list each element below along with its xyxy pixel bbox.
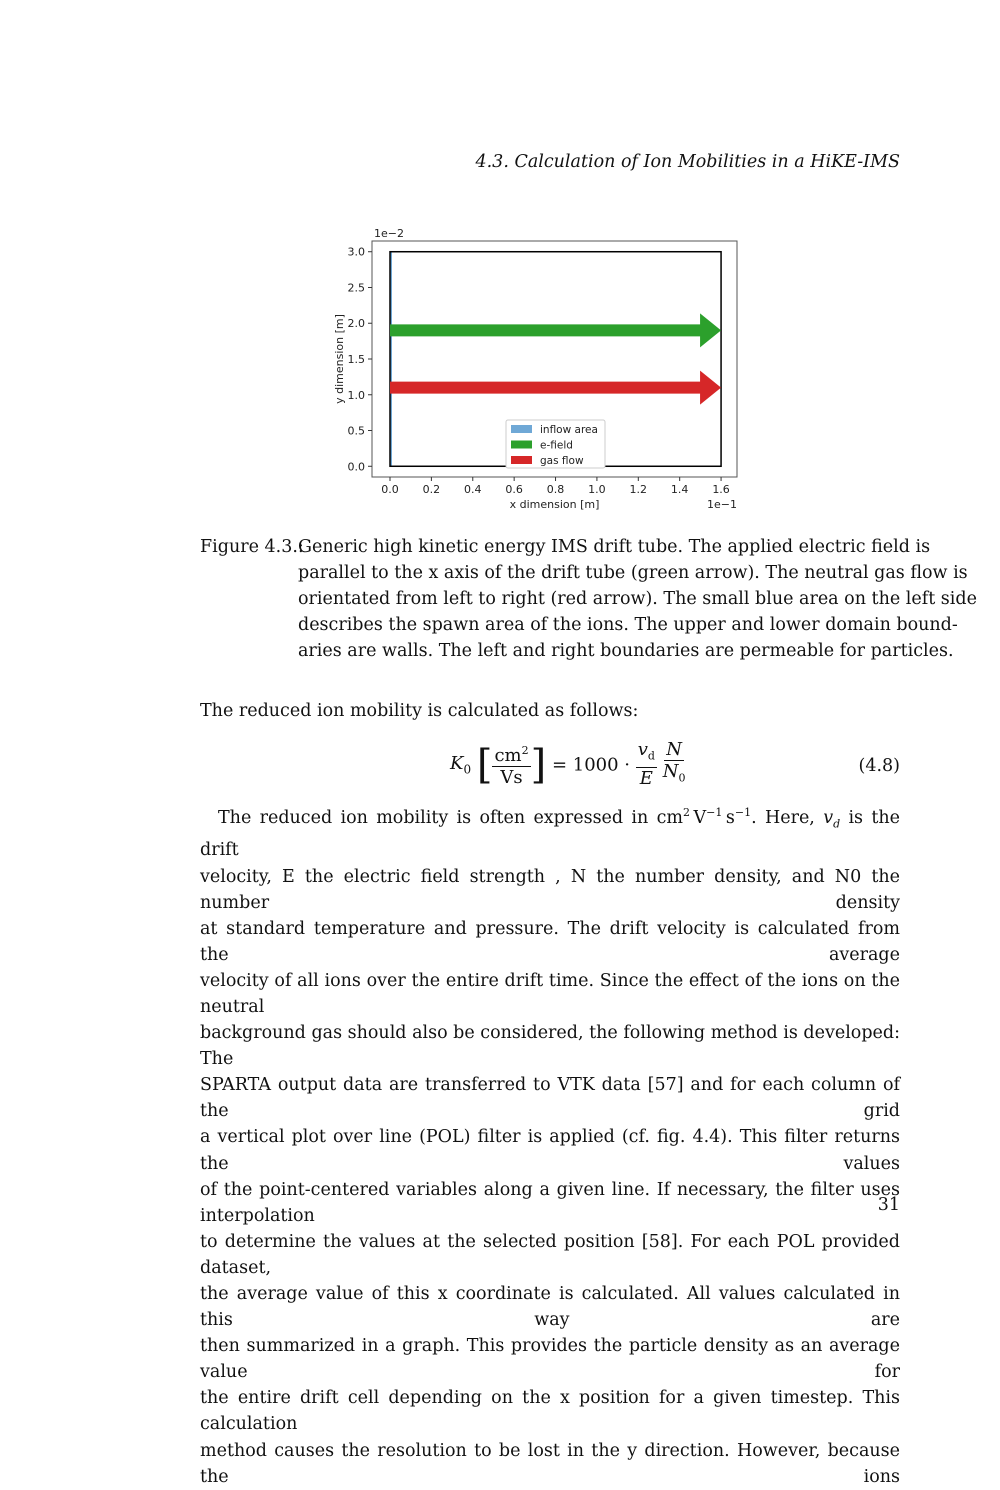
body-line: velocity of all ions over the entire drift time. Since the effect of the ions on the neutral [200, 970, 900, 1017]
eq-equals: = 1000 · [551, 754, 630, 776]
y-tick-label: 1.5 [347, 353, 365, 366]
body-line [200, 800, 900, 864]
body-line: a vertical plot over line (POL) filter is applied (cf. fig. 4.4). This filter returns the values [200, 1127, 900, 1174]
t: d [833, 817, 841, 831]
body-line: then summarized in a graph. This provides the particle density as an average value for [200, 1336, 900, 1383]
legend-swatch [511, 456, 532, 464]
eq-k: K [450, 753, 464, 774]
body-paragraph [200, 800, 900, 1490]
body-line: method causes the resolution to be lost in the y direction. However, because the ions [200, 1440, 900, 1487]
eq-unit-den: Vs [500, 766, 523, 788]
body-line: to determine the values at the selected position [58]. For each POL provided dataset, [200, 1231, 900, 1278]
caption-line: parallel to the x axis of the drift tube (green arrow). The neutral gas flow is [298, 563, 968, 583]
running-header: 4.3. Calculation of Ion Mobilities in a HiKE-IMS [475, 152, 900, 172]
body-line: velocity, E the electric field strength , N the number density, and N0 the number density [200, 866, 900, 913]
y-tick-label: 2.5 [347, 281, 365, 295]
x-tick-label: 1.6 [712, 483, 730, 496]
t: . Here, [751, 807, 824, 828]
caption-line: Generic high kinetic energy IMS drift tube. The applied electric field is [298, 537, 931, 557]
x-tick-label: 1.0 [588, 483, 606, 496]
body-line: the average value of this x coordinate is calculated. All values calculated in this way are [200, 1284, 900, 1331]
intro-text: The reduced ion mobility is calculated as follows: [200, 701, 639, 721]
t: V [690, 807, 707, 828]
caption-line: describes the spawn area of the ions. The upper and lower domain bound- [298, 615, 958, 635]
x-tick-label: 0.6 [505, 483, 523, 496]
t: s [722, 807, 735, 828]
y-tick-label: 0.0 [347, 460, 365, 474]
y-axis-label: y dimension [m] [333, 314, 346, 404]
caption-line: aries are walls. The left and right boundaries are permeable for particles. [298, 641, 954, 661]
eq-k-sub: 0 [463, 762, 472, 777]
eq-n0: N [662, 761, 679, 782]
eq-unit-sup: 2 [521, 743, 529, 757]
x-tick-label: 0.0 [381, 483, 399, 496]
eq-n0-sub: 0 [678, 771, 686, 785]
y-tick-label: 2.0 [347, 317, 365, 331]
x-tick-label: 0.2 [422, 483, 441, 496]
x-offset-label: 1e−1 [707, 498, 737, 511]
x-tick-label: 1.4 [670, 483, 689, 496]
y-tick-label: 0.5 [347, 424, 365, 438]
eq-e: E [639, 767, 653, 789]
legend-label: gas flow [540, 455, 584, 467]
legend-swatch [511, 425, 532, 433]
body-line: at standard temperature and pressure. The drift velocity is calculated from the average [200, 918, 900, 965]
x-axis-label: x dimension [m] [509, 498, 600, 511]
t: The reduced ion mobility is often expressed in cm [218, 807, 684, 828]
figure-caption [200, 534, 977, 664]
eq-n: N [666, 739, 682, 760]
t: −1 [734, 806, 752, 819]
body-line: the entire drift cell depending on the x position for a given timestep. This calculation [200, 1388, 900, 1435]
body-line: background gas should also be considered, the following method is developed: The [200, 1023, 900, 1070]
t: is the drift [200, 807, 900, 861]
eq-unit-num: cm [494, 744, 522, 766]
x-tick-label: 1.2 [629, 483, 648, 496]
equation-number: (4.8) [858, 756, 900, 776]
t: 2 [683, 806, 691, 819]
eq-v-sub: d [647, 749, 655, 763]
body-line: of the point-centered variables along a given line. If necessary, the filter uses interpolation [200, 1179, 900, 1226]
legend-label: inflow area [540, 424, 598, 436]
body-line: SPARTA output data are transferred to VTK data [57] and for each column of the grid [200, 1075, 900, 1122]
eq-v: v [637, 739, 648, 760]
y-offset-label: 1e−2 [374, 227, 404, 240]
y-tick-label: 3.0 [347, 245, 365, 259]
intro-paragraph [200, 698, 900, 724]
t: −1 [706, 806, 723, 819]
x-tick-label: 0.8 [546, 483, 565, 496]
x-tick-label: 0.4 [464, 483, 482, 496]
t: v [823, 807, 834, 828]
page-number: 31 [877, 1195, 900, 1215]
caption-label: Figure 4.3.: [200, 537, 304, 557]
caption-line: orientated from left to right (red arrow). The small blue area on the left side [298, 589, 977, 609]
legend-label: e-field [540, 439, 573, 452]
legend-swatch [511, 441, 532, 449]
drift-tube-figure [0, 0, 1000, 520]
equation-4-8: $K_0$ [ $\frac{cm^2}{Vs}$ ] = 1000 · $\frac{v_d}{E}$ $\frac{N}{N_0}$ [450, 739, 686, 789]
y-tick-label: 1.0 [347, 388, 365, 402]
